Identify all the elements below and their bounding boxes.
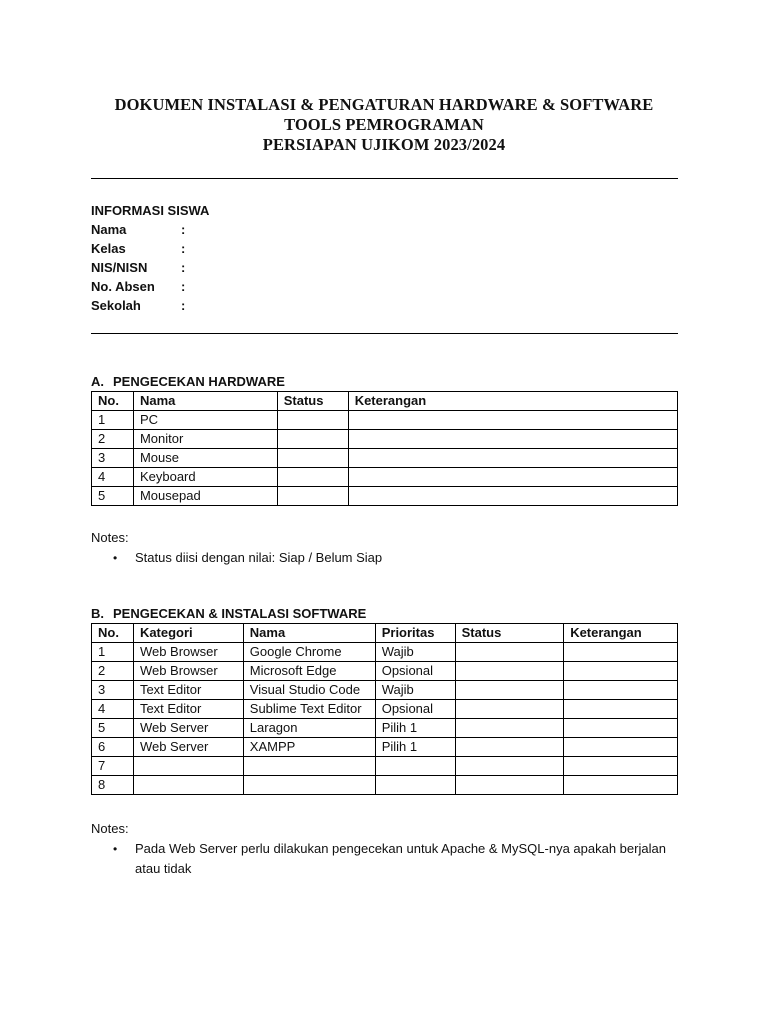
table-row bbox=[92, 487, 678, 506]
table-cell bbox=[348, 449, 677, 468]
bullet-icon: • bbox=[113, 551, 118, 565]
table-cell: 5 bbox=[92, 719, 134, 738]
software-notes bbox=[91, 819, 681, 879]
info-row-nama bbox=[91, 220, 209, 239]
table-cell: 5 bbox=[92, 487, 134, 506]
info-row-sekolah bbox=[91, 296, 209, 315]
table-cell bbox=[277, 487, 348, 506]
list-item bbox=[91, 548, 681, 568]
table-cell: Text Editor bbox=[133, 681, 243, 700]
table-row bbox=[92, 662, 678, 681]
table-cell bbox=[133, 757, 243, 776]
table-row bbox=[92, 681, 678, 700]
section-a-title bbox=[91, 374, 285, 390]
table-cell: Visual Studio Code bbox=[243, 681, 375, 700]
table-cell bbox=[564, 662, 678, 681]
divider-top bbox=[91, 178, 678, 179]
header-cell: Nama bbox=[133, 392, 277, 411]
student-info bbox=[91, 201, 209, 315]
note-text: Status diisi dengan nilai: Siap / Belum Siap bbox=[135, 550, 383, 565]
software-table bbox=[91, 623, 678, 795]
info-colon: : bbox=[181, 279, 186, 294]
table-row bbox=[92, 468, 678, 487]
table-cell: Opsional bbox=[375, 700, 455, 719]
table-cell bbox=[375, 757, 455, 776]
table-cell: 2 bbox=[92, 662, 134, 681]
table-cell bbox=[564, 681, 678, 700]
table-cell bbox=[277, 449, 348, 468]
header-cell: Keterangan bbox=[348, 392, 677, 411]
table-cell: 3 bbox=[92, 449, 134, 468]
table-cell: 1 bbox=[92, 411, 134, 430]
info-label: Kelas bbox=[91, 241, 126, 256]
table-header-row bbox=[92, 392, 678, 411]
table-row bbox=[92, 738, 678, 757]
table-row bbox=[92, 449, 678, 468]
table-header-row bbox=[92, 624, 678, 643]
table-cell bbox=[277, 468, 348, 487]
table-cell bbox=[348, 411, 677, 430]
table-cell bbox=[277, 430, 348, 449]
divider-middle bbox=[91, 333, 678, 334]
table-cell bbox=[564, 719, 678, 738]
header-cell: Nama bbox=[243, 624, 375, 643]
info-colon: : bbox=[181, 298, 186, 313]
table-cell: 1 bbox=[92, 643, 134, 662]
info-row-absen bbox=[91, 277, 209, 296]
table-cell: Monitor bbox=[133, 430, 277, 449]
note-text: Pada Web Server perlu dilakukan pengecekan untuk Apache & MySQL-nya apakah berjalan atau tidak bbox=[135, 841, 666, 876]
bullet-icon: • bbox=[113, 842, 118, 856]
table-cell: Opsional bbox=[375, 662, 455, 681]
section-title-text: PENGECEKAN HARDWARE bbox=[113, 374, 285, 389]
table-cell bbox=[375, 776, 455, 795]
title-line-2: TOOLS PEMROGRAMAN bbox=[284, 115, 484, 134]
table-cell bbox=[455, 757, 564, 776]
table-row bbox=[92, 430, 678, 449]
table-cell: Microsoft Edge bbox=[243, 662, 375, 681]
table-cell bbox=[564, 643, 678, 662]
table-cell: Pilih 1 bbox=[375, 719, 455, 738]
table-cell: Wajib bbox=[375, 681, 455, 700]
table-cell bbox=[564, 700, 678, 719]
table-cell: Laragon bbox=[243, 719, 375, 738]
info-colon: : bbox=[181, 241, 186, 256]
table-row bbox=[92, 776, 678, 795]
info-label: No. Absen bbox=[91, 279, 155, 294]
table-cell: XAMPP bbox=[243, 738, 375, 757]
table-cell: Text Editor bbox=[133, 700, 243, 719]
header-cell: Status bbox=[455, 624, 564, 643]
table-cell: 7 bbox=[92, 757, 134, 776]
info-colon: : bbox=[181, 260, 186, 275]
title-line-1: DOKUMEN INSTALASI & PENGATURAN HARDWARE & SOFTWARE bbox=[114, 95, 654, 114]
document-title bbox=[60, 95, 708, 155]
table-row bbox=[92, 700, 678, 719]
table-cell: Google Chrome bbox=[243, 643, 375, 662]
table-cell: Pilih 1 bbox=[375, 738, 455, 757]
table-cell bbox=[348, 487, 677, 506]
table-row bbox=[92, 719, 678, 738]
table-cell: 4 bbox=[92, 700, 134, 719]
table-cell bbox=[564, 757, 678, 776]
table-cell: 4 bbox=[92, 468, 134, 487]
section-letter: A. bbox=[91, 374, 104, 389]
table-cell bbox=[133, 776, 243, 795]
header-cell: No. bbox=[92, 624, 134, 643]
table-cell: 2 bbox=[92, 430, 134, 449]
header-cell: Keterangan bbox=[564, 624, 678, 643]
header-cell: Prioritas bbox=[375, 624, 455, 643]
header-cell: Kategori bbox=[133, 624, 243, 643]
table-cell: 8 bbox=[92, 776, 134, 795]
table-cell bbox=[564, 776, 678, 795]
table-cell: Wajib bbox=[375, 643, 455, 662]
section-b-title bbox=[91, 606, 366, 622]
table-cell bbox=[455, 681, 564, 700]
table-cell: Web Browser bbox=[133, 643, 243, 662]
table-cell bbox=[455, 643, 564, 662]
section-title-text: PENGECEKAN & INSTALASI SOFTWARE bbox=[113, 606, 367, 621]
table-cell: Web Browser bbox=[133, 662, 243, 681]
table-row bbox=[92, 643, 678, 662]
table-cell: Web Server bbox=[133, 738, 243, 757]
student-info-heading: INFORMASI SISWA bbox=[91, 203, 210, 218]
hardware-table bbox=[91, 391, 678, 506]
table-row bbox=[92, 757, 678, 776]
table-cell bbox=[455, 662, 564, 681]
table-cell bbox=[455, 719, 564, 738]
table-cell: Web Server bbox=[133, 719, 243, 738]
header-cell: No. bbox=[92, 392, 134, 411]
info-colon: : bbox=[181, 222, 186, 237]
table-cell: Sublime Text Editor bbox=[243, 700, 375, 719]
table-cell bbox=[243, 757, 375, 776]
info-row-nis bbox=[91, 258, 209, 277]
title-line-3: PERSIAPAN UJIKOM 2023/2024 bbox=[262, 135, 506, 154]
table-cell: Mouse bbox=[133, 449, 277, 468]
table-cell bbox=[455, 738, 564, 757]
header-cell: Status bbox=[277, 392, 348, 411]
table-cell: 6 bbox=[92, 738, 134, 757]
notes-label: Notes: bbox=[91, 821, 129, 836]
info-label: Sekolah bbox=[91, 298, 141, 313]
table-cell bbox=[348, 468, 677, 487]
info-label: Nama bbox=[91, 222, 127, 237]
hardware-notes bbox=[91, 528, 681, 568]
table-cell: Keyboard bbox=[133, 468, 277, 487]
table-cell: PC bbox=[133, 411, 277, 430]
table-cell bbox=[455, 700, 564, 719]
info-label: NIS/NISN bbox=[91, 260, 148, 275]
section-letter: B. bbox=[91, 606, 104, 621]
table-cell: Mousepad bbox=[133, 487, 277, 506]
table-row bbox=[92, 411, 678, 430]
table-cell: 3 bbox=[92, 681, 134, 700]
table-cell bbox=[243, 776, 375, 795]
table-cell bbox=[277, 411, 348, 430]
table-cell bbox=[348, 430, 677, 449]
info-row-kelas bbox=[91, 239, 209, 258]
table-cell bbox=[564, 738, 678, 757]
list-item bbox=[91, 839, 681, 879]
table-cell bbox=[455, 776, 564, 795]
notes-label: Notes: bbox=[91, 530, 129, 545]
